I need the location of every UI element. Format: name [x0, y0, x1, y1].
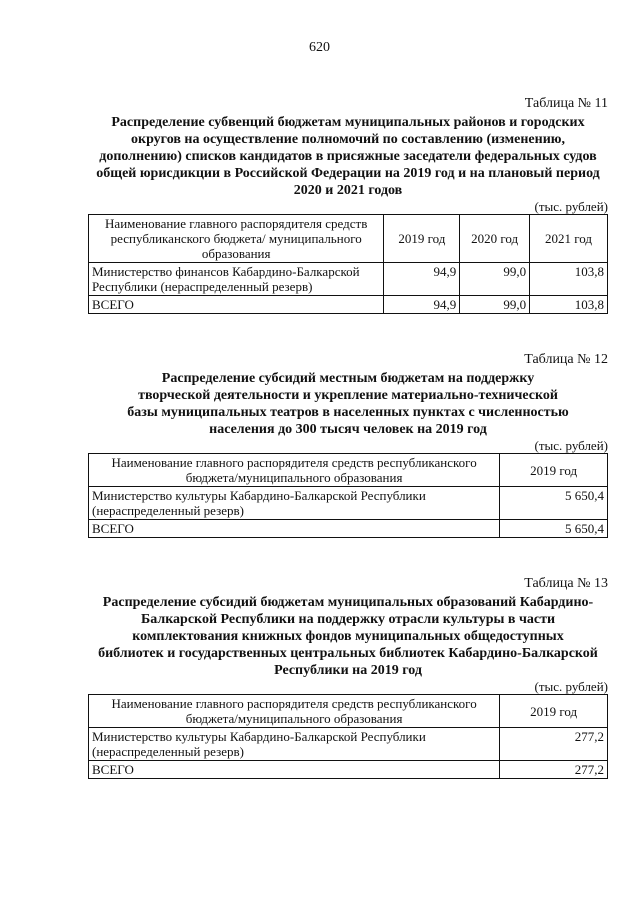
- table-row-total: [89, 761, 608, 779]
- header-cell: Наименование главного распорядителя средств республиканского бюджета/муниципального образования: [89, 454, 500, 487]
- table-cell: 103,8: [530, 296, 608, 314]
- data-table: [88, 694, 608, 779]
- table-header-row: [89, 695, 608, 728]
- table-11-section: [88, 96, 608, 314]
- table-cell: ВСЕГО: [89, 520, 500, 538]
- header-cell: Наименование главного распорядителя средств республиканского бюджета/ муниципального образования: [89, 215, 384, 263]
- table-label: Таблица № 11: [524, 96, 608, 111]
- table-cell: Министерство культуры Кабардино-Балкарской Республики (нераспределенный резерв): [89, 728, 500, 761]
- table-header-row: [89, 454, 608, 487]
- table-title: Распределение субсидий местным бюджетам на поддержку творческой деятельности и укрепление материально-технической базы муниципальных театров в населенных пунктах с численностью населения до 300 тысяч человек на 2019 год: [127, 371, 569, 437]
- header-cell: 2020 год: [460, 215, 530, 263]
- table-cell: 277,2: [500, 761, 608, 779]
- unit-label: (тыс. рублей): [534, 438, 608, 453]
- page-number: 620: [309, 40, 330, 55]
- table-cell: Министерство культуры Кабардино-Балкарской Республики (нераспределенный резерв): [89, 487, 500, 520]
- table-13-section: [88, 576, 608, 779]
- table-cell: 99,0: [460, 296, 530, 314]
- table-cell: ВСЕГО: [89, 761, 500, 779]
- header-cell: 2019 год: [500, 454, 608, 487]
- header-cell: Наименование главного распорядителя средств республиканского бюджета/муниципального образования: [89, 695, 500, 728]
- table-cell: Министерство финансов Кабардино-Балкарской Республики (нераспределенный резерв): [89, 263, 384, 296]
- table-cell: 99,0: [460, 263, 530, 296]
- table-label: Таблица № 13: [524, 576, 608, 591]
- data-table: [88, 214, 608, 314]
- table-header-row: [89, 215, 608, 263]
- unit-label: (тыс. рублей): [534, 679, 608, 694]
- table-label: Таблица № 12: [524, 352, 608, 367]
- table-cell: ВСЕГО: [89, 296, 384, 314]
- table-cell: 5 650,4: [500, 520, 608, 538]
- data-table: [88, 453, 608, 538]
- table-title: Распределение субвенций бюджетам муниципальных районов и городских округов на осуществление полномочий по составлению (изменению, дополнению) списков кандидатов в присяжные заседатели федеральных судов общей юрисдикции в Российской Федерации на 2019 год и на плановый период 2020 и 2021 годов: [96, 115, 600, 198]
- table-cell: 94,9: [384, 263, 460, 296]
- table-title: Распределение субсидий бюджетам муниципальных образований Кабардино-Балкарской Республики на поддержку отрасли культуры в части комплектования книжных фондов муниципальных общедоступных библиотек и государственных центральных библиотек Кабардино-Балкарской Республики на 2019 год: [98, 595, 598, 678]
- header-cell: 2019 год: [500, 695, 608, 728]
- table-cell: 94,9: [384, 296, 460, 314]
- table-row: [89, 728, 608, 761]
- table-cell: 5 650,4: [500, 487, 608, 520]
- table-12-section: [88, 352, 608, 538]
- table-row-total: [89, 520, 608, 538]
- table-cell: 103,8: [530, 263, 608, 296]
- table-row: [89, 263, 608, 296]
- table-cell: 277,2: [500, 728, 608, 761]
- header-cell: 2019 год: [384, 215, 460, 263]
- table-row-total: [89, 296, 608, 314]
- header-cell: 2021 год: [530, 215, 608, 263]
- unit-label: (тыс. рублей): [534, 199, 608, 214]
- table-row: [89, 487, 608, 520]
